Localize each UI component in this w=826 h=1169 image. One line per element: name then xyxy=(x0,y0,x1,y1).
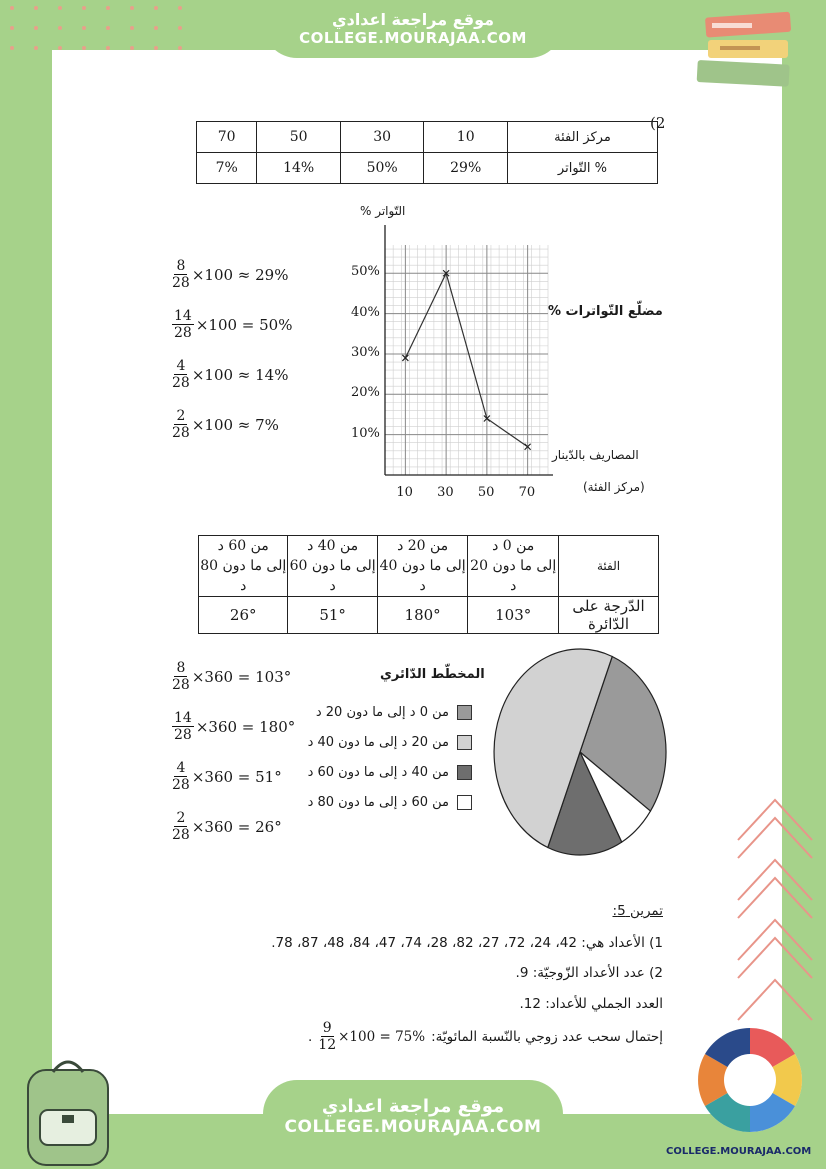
fraction-numerator: 14 xyxy=(174,308,192,324)
fraction-denominator: 28 xyxy=(172,375,190,391)
header-site-url[interactable]: COLLEGE.MOURAJAA.COM xyxy=(299,29,527,47)
table-cell: 180° xyxy=(377,597,468,634)
legend-item xyxy=(308,795,472,810)
legend-swatch xyxy=(457,705,472,720)
exercise-line: العدد الجملي للأعداد: 12. xyxy=(519,996,663,1012)
fraction-rest: ×100 = 75% xyxy=(338,1028,426,1045)
calculation-result: ×360 = 103° xyxy=(191,667,292,686)
legend-swatch xyxy=(457,795,472,810)
probability-formula xyxy=(318,1020,425,1053)
calculation-result: ×100 ≈ 7% xyxy=(191,415,279,434)
calculation-result: ×100 = 50% xyxy=(195,315,293,334)
exercise-probability-line xyxy=(308,1020,663,1053)
class-start: من 20 د xyxy=(397,538,449,554)
fraction-denominator: 28 xyxy=(174,325,192,341)
legend-swatch xyxy=(457,765,472,780)
table-cell: 29% xyxy=(424,153,508,184)
y-tick-label: 10% xyxy=(351,425,380,441)
table-cell: 7% xyxy=(197,153,257,184)
calculation-result: ×100 ≈ 14% xyxy=(191,365,289,384)
y-tick-label: 20% xyxy=(351,385,380,401)
table-cell: 10 xyxy=(424,122,508,153)
y-tick-label: 30% xyxy=(351,344,380,360)
chart-xlabel-secondary: (مركز الفئة) xyxy=(583,480,645,494)
fraction-denominator: 28 xyxy=(172,827,190,843)
x-tick-label: 70 xyxy=(518,485,536,500)
table-row-header: التّواتر % xyxy=(507,153,657,184)
class-start: من 0 د xyxy=(492,538,535,554)
class-end: إلى ما دون 20 د xyxy=(470,558,557,594)
calculation-result: ×360 = 51° xyxy=(191,767,282,786)
class-start: من 60 د xyxy=(217,538,269,554)
header-site-arabic: موقع مراجعة اعدادي xyxy=(331,10,495,29)
exercise-line: 2) عدد الأعداد الزّوجيّة: 9. xyxy=(515,965,663,981)
y-tick-label: 40% xyxy=(351,304,380,320)
fraction-numerator: 14 xyxy=(174,710,192,726)
legend-item xyxy=(308,765,472,780)
x-tick-label: 50 xyxy=(477,485,495,500)
table-cell: 103° xyxy=(468,597,559,634)
fraction-numerator: 2 xyxy=(176,408,186,424)
legend-swatch xyxy=(457,735,472,750)
table-cell: 26° xyxy=(199,597,288,634)
fraction-denominator: 28 xyxy=(172,275,190,291)
fraction-numerator: 8 xyxy=(176,660,186,676)
fraction-denominator: 28 xyxy=(172,425,190,441)
pie-title: المخطّط الدّائري xyxy=(380,667,485,682)
class-end: إلى ما دون 40 د xyxy=(379,558,466,594)
footer-banner[interactable] xyxy=(263,1080,563,1160)
legend-label: من 20 د إلى ما دون 40 د xyxy=(307,735,449,750)
legend-item xyxy=(316,705,472,720)
chart-ylabel: التّواتر % xyxy=(360,204,406,218)
table-row-header: مركز الفئة xyxy=(507,122,657,153)
class-start: من 40 د xyxy=(307,538,359,554)
chart-xlabel: المصاريف بالدّينار xyxy=(552,448,639,462)
table-cell: 70 xyxy=(197,122,257,153)
fraction-numerator: 4 xyxy=(176,760,186,776)
chart-title: مضلّع التّواترات % xyxy=(548,304,663,319)
class-end: إلى ما دون 60 د xyxy=(289,558,376,594)
fraction-denominator: 28 xyxy=(174,727,192,743)
pie-legend xyxy=(300,700,472,820)
logo-caption: COLLEGE.MOURAJAA.COM xyxy=(666,1146,812,1157)
table-row-header: الفئة xyxy=(559,536,659,597)
table-cell: 30 xyxy=(340,122,424,153)
footer-site-url[interactable]: COLLEGE.MOURAJAA.COM xyxy=(284,1117,542,1137)
x-tick-label: 30 xyxy=(437,485,454,500)
fraction-numerator: 9 xyxy=(322,1020,332,1036)
legend-item xyxy=(308,735,472,750)
table-cell: 51° xyxy=(288,597,377,634)
fraction-numerator: 8 xyxy=(176,258,186,274)
calculation-result: ×360 = 180° xyxy=(195,717,296,736)
fraction-numerator: 2 xyxy=(176,810,186,826)
probability-text: إحتمال سحب عدد زوجي بالنّسبة المائويّة: xyxy=(431,1028,663,1045)
legend-label: من 40 د إلى ما دون 60 د xyxy=(307,765,449,780)
x-tick-label: 10 xyxy=(396,485,413,500)
exercise-line: 1) الأعداد هي: 42، 24، 72، 27، 82، 28، 74، 47، 84، 48، 87، 78. xyxy=(271,935,663,951)
fraction-numerator: 4 xyxy=(176,358,186,374)
table-row-header: الدّرجة على الدّائرة xyxy=(559,597,659,634)
y-tick-label: 50% xyxy=(351,264,380,280)
fraction-denominator: 28 xyxy=(172,777,190,793)
exercise-title: تمرين 5: xyxy=(612,903,663,919)
fraction-denominator: 12 xyxy=(318,1037,337,1053)
table-cell: 14% xyxy=(257,153,341,184)
table-cell: 50% xyxy=(340,153,424,184)
probability-dot: . xyxy=(307,1028,313,1045)
section-number: (2 xyxy=(650,114,666,132)
footer-site-arabic: موقع مراجعة اعدادي xyxy=(321,1096,505,1117)
legend-label: من 60 د إلى ما دون 80 د xyxy=(307,795,449,810)
calculation-result: ×100 ≈ 29% xyxy=(191,265,289,284)
legend-label: من 0 د إلى ما دون 20 د xyxy=(315,705,449,720)
fraction-denominator: 28 xyxy=(172,677,190,693)
class-end: إلى ما دون 80 د xyxy=(200,558,287,594)
table-cell: 50 xyxy=(257,122,341,153)
calculation-result: ×360 = 26° xyxy=(191,817,282,836)
